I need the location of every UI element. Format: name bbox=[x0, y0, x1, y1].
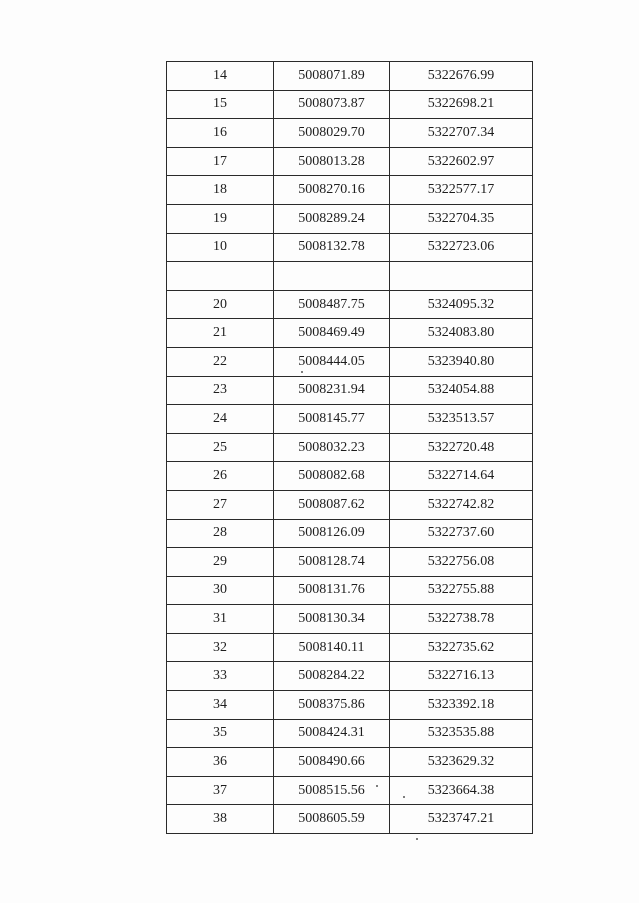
x-coordinate-cell: 5008128.74 bbox=[274, 548, 390, 577]
table-row bbox=[167, 147, 533, 176]
point-number-cell: 24 bbox=[167, 405, 274, 434]
point-number-cell: 30 bbox=[167, 576, 274, 605]
point-number-cell: 35 bbox=[167, 719, 274, 748]
table-row bbox=[167, 776, 533, 805]
point-number-cell: 23 bbox=[167, 376, 274, 405]
y-coordinate-cell: 5322716.13 bbox=[390, 662, 533, 691]
table-row bbox=[167, 204, 533, 233]
table-row bbox=[167, 462, 533, 491]
y-coordinate-cell: 5322676.99 bbox=[390, 62, 533, 91]
point-number-cell: 21 bbox=[167, 319, 274, 348]
x-coordinate-cell: 5008131.76 bbox=[274, 576, 390, 605]
table-row bbox=[167, 805, 533, 834]
table-row bbox=[167, 719, 533, 748]
point-number-cell: 29 bbox=[167, 548, 274, 577]
x-coordinate-cell: 5008444.05 bbox=[274, 347, 390, 376]
table-row bbox=[167, 290, 533, 319]
y-coordinate-cell: 5322602.97 bbox=[390, 147, 533, 176]
point-number-cell: 36 bbox=[167, 748, 274, 777]
table-row bbox=[167, 62, 533, 91]
x-coordinate-cell: 5008126.09 bbox=[274, 519, 390, 548]
table-row bbox=[167, 433, 533, 462]
table-row bbox=[167, 548, 533, 577]
table-row bbox=[167, 748, 533, 777]
y-coordinate-cell: 5322704.35 bbox=[390, 204, 533, 233]
y-coordinate-cell: 5323513.57 bbox=[390, 405, 533, 434]
x-coordinate-cell: 5008487.75 bbox=[274, 290, 390, 319]
table-row bbox=[167, 319, 533, 348]
table-row bbox=[167, 176, 533, 205]
x-coordinate-cell: 5008270.16 bbox=[274, 176, 390, 205]
coordinates-table-body bbox=[167, 62, 533, 834]
scan-speck bbox=[301, 371, 303, 373]
table-row bbox=[167, 119, 533, 148]
point-number-cell: 14 bbox=[167, 62, 274, 91]
y-coordinate-cell: 5323392.18 bbox=[390, 691, 533, 720]
x-coordinate-cell: 5008082.68 bbox=[274, 462, 390, 491]
point-number-cell: 20 bbox=[167, 290, 274, 319]
x-coordinate-cell: 5008490.66 bbox=[274, 748, 390, 777]
point-number-cell: 38 bbox=[167, 805, 274, 834]
x-coordinate-cell: 5008605.59 bbox=[274, 805, 390, 834]
x-coordinate-cell: 5008289.24 bbox=[274, 204, 390, 233]
point-number-cell: 19 bbox=[167, 204, 274, 233]
y-coordinate-cell: 5322577.17 bbox=[390, 176, 533, 205]
x-coordinate-cell: 5008132.78 bbox=[274, 233, 390, 262]
y-coordinate-cell: 5322714.64 bbox=[390, 462, 533, 491]
y-coordinate-cell: 5322755.88 bbox=[390, 576, 533, 605]
x-coordinate-cell bbox=[274, 262, 390, 291]
table-row bbox=[167, 576, 533, 605]
point-number-cell: 15 bbox=[167, 90, 274, 119]
table-row bbox=[167, 490, 533, 519]
x-coordinate-cell: 5008032.23 bbox=[274, 433, 390, 462]
point-number-cell: 10 bbox=[167, 233, 274, 262]
x-coordinate-cell: 5008284.22 bbox=[274, 662, 390, 691]
table-row bbox=[167, 691, 533, 720]
y-coordinate-cell: 5324095.32 bbox=[390, 290, 533, 319]
y-coordinate-cell: 5324083.80 bbox=[390, 319, 533, 348]
x-coordinate-cell: 5008424.31 bbox=[274, 719, 390, 748]
y-coordinate-cell: 5323747.21 bbox=[390, 805, 533, 834]
table-row bbox=[167, 662, 533, 691]
point-number-cell: 28 bbox=[167, 519, 274, 548]
table-row bbox=[167, 633, 533, 662]
x-coordinate-cell: 5008469.49 bbox=[274, 319, 390, 348]
x-coordinate-cell: 5008231.94 bbox=[274, 376, 390, 405]
y-coordinate-cell bbox=[390, 262, 533, 291]
y-coordinate-cell: 5323629.32 bbox=[390, 748, 533, 777]
y-coordinate-cell: 5322720.48 bbox=[390, 433, 533, 462]
y-coordinate-cell: 5323535.88 bbox=[390, 719, 533, 748]
x-coordinate-cell: 5008073.87 bbox=[274, 90, 390, 119]
table-row bbox=[167, 376, 533, 405]
point-number-cell: 25 bbox=[167, 433, 274, 462]
x-coordinate-cell: 5008029.70 bbox=[274, 119, 390, 148]
y-coordinate-cell: 5323940.80 bbox=[390, 347, 533, 376]
y-coordinate-cell: 5322735.62 bbox=[390, 633, 533, 662]
point-number-cell: 37 bbox=[167, 776, 274, 805]
point-number-cell: 27 bbox=[167, 490, 274, 519]
coordinates-table bbox=[166, 61, 533, 834]
table-row bbox=[167, 519, 533, 548]
y-coordinate-cell: 5324054.88 bbox=[390, 376, 533, 405]
table-row bbox=[167, 347, 533, 376]
x-coordinate-cell: 5008140.11 bbox=[274, 633, 390, 662]
y-coordinate-cell: 5322698.21 bbox=[390, 90, 533, 119]
y-coordinate-cell: 5323664.38 bbox=[390, 776, 533, 805]
point-number-cell: 32 bbox=[167, 633, 274, 662]
y-coordinate-cell: 5322723.06 bbox=[390, 233, 533, 262]
point-number-cell bbox=[167, 262, 274, 291]
point-number-cell: 18 bbox=[167, 176, 274, 205]
table-row bbox=[167, 405, 533, 434]
x-coordinate-cell: 5008515.56 bbox=[274, 776, 390, 805]
y-coordinate-cell: 5322756.08 bbox=[390, 548, 533, 577]
y-coordinate-cell: 5322707.34 bbox=[390, 119, 533, 148]
table-row bbox=[167, 262, 533, 291]
x-coordinate-cell: 5008130.34 bbox=[274, 605, 390, 634]
point-number-cell: 31 bbox=[167, 605, 274, 634]
point-number-cell: 17 bbox=[167, 147, 274, 176]
point-number-cell: 33 bbox=[167, 662, 274, 691]
x-coordinate-cell: 5008375.86 bbox=[274, 691, 390, 720]
point-number-cell: 34 bbox=[167, 691, 274, 720]
point-number-cell: 26 bbox=[167, 462, 274, 491]
y-coordinate-cell: 5322738.78 bbox=[390, 605, 533, 634]
x-coordinate-cell: 5008087.62 bbox=[274, 490, 390, 519]
x-coordinate-cell: 5008145.77 bbox=[274, 405, 390, 434]
y-coordinate-cell: 5322737.60 bbox=[390, 519, 533, 548]
scan-speck bbox=[416, 838, 418, 840]
point-number-cell: 22 bbox=[167, 347, 274, 376]
table-row bbox=[167, 233, 533, 262]
table-row bbox=[167, 90, 533, 119]
scan-speck bbox=[403, 796, 405, 798]
x-coordinate-cell: 5008071.89 bbox=[274, 62, 390, 91]
point-number-cell: 16 bbox=[167, 119, 274, 148]
table-row bbox=[167, 605, 533, 634]
scan-speck bbox=[376, 785, 378, 787]
x-coordinate-cell: 5008013.28 bbox=[274, 147, 390, 176]
y-coordinate-cell: 5322742.82 bbox=[390, 490, 533, 519]
